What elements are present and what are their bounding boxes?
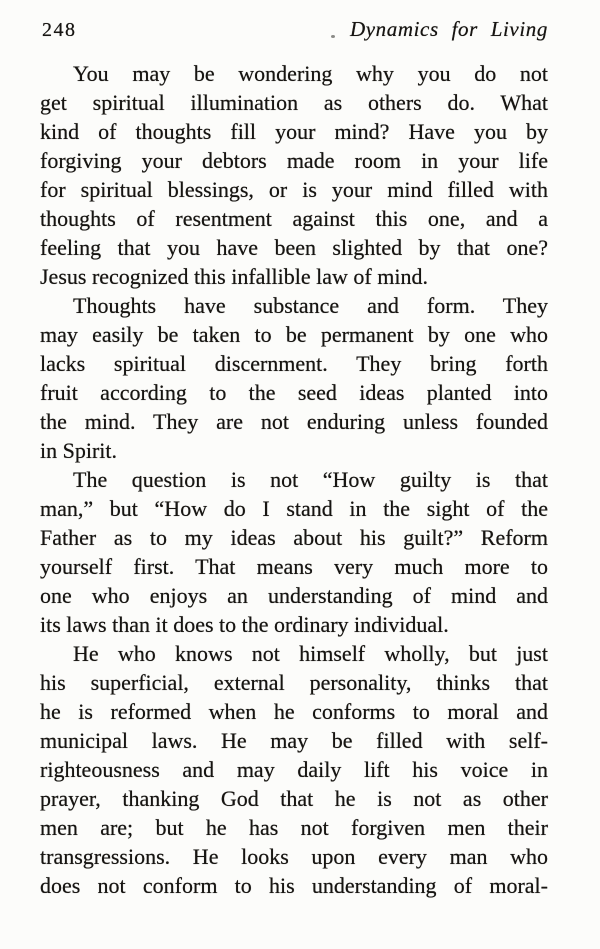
text-line: he is reformed when he conforms to moral and <box>40 699 548 724</box>
text-line: fruit according to the seed ideas planted into <box>40 380 548 405</box>
text-line: men are; but he has not forgiven men their <box>40 815 548 840</box>
text-line: thoughts of resentment against this one, and a <box>40 206 548 231</box>
paragraph <box>40 465 548 639</box>
text-line: man,” but “How do I stand in the sight of the <box>40 496 548 521</box>
text-line: its laws than it does to the ordinary individual. <box>40 612 449 637</box>
text-line: for spiritual blessings, or is your mind filled with <box>40 177 548 202</box>
text-line: The question is not “How guilty is that <box>73 467 548 492</box>
text-line: does not conform to his understanding of moral- <box>40 873 548 898</box>
page-number: 248 <box>42 19 77 41</box>
text-line: yourself first. That means very much more to <box>40 554 548 579</box>
page-body <box>40 59 548 900</box>
text-line: He who knows not himself wholly, but just <box>73 641 548 666</box>
text-line: kind of thoughts fill your mind? Have you by <box>40 119 548 144</box>
text-line: get spiritual illumination as others do. What <box>40 90 548 115</box>
text-line: the mind. They are not enduring unless founded <box>40 409 548 434</box>
running-header <box>42 17 548 42</box>
text-line: Thoughts have substance and form. They <box>73 293 548 318</box>
paragraph <box>40 291 548 465</box>
text-line: transgressions. He looks upon every man who <box>40 844 548 869</box>
paragraph <box>40 59 548 291</box>
text-line: may easily be taken to be permanent by one who <box>40 322 548 347</box>
text-line: municipal laws. He may be filled with self- <box>40 728 548 753</box>
text-line: one who enjoys an understanding of mind and <box>40 583 548 608</box>
text-line: his superficial, external personality, thinks that <box>40 670 548 695</box>
paragraph <box>40 639 548 900</box>
text-line: righteousness and may daily lift his voice in <box>40 757 548 782</box>
text-line: Father as to my ideas about his guilt?” Reform <box>40 525 548 550</box>
text-line: Jesus recognized this infallible law of mind. <box>40 264 428 289</box>
text-line: in Spirit. <box>40 438 118 463</box>
text-line: forgiving your debtors made room in your life <box>40 148 548 173</box>
scan-speck <box>331 35 335 38</box>
book-title: Dynamics for Living <box>349 17 548 41</box>
text-line: You may be wondering why you do not <box>73 61 548 86</box>
text-line: feeling that you have been slighted by that one? <box>40 235 548 260</box>
text-line: lacks spiritual discernment. They bring forth <box>40 351 548 376</box>
text-line: prayer, thanking God that he is not as other <box>40 786 548 811</box>
